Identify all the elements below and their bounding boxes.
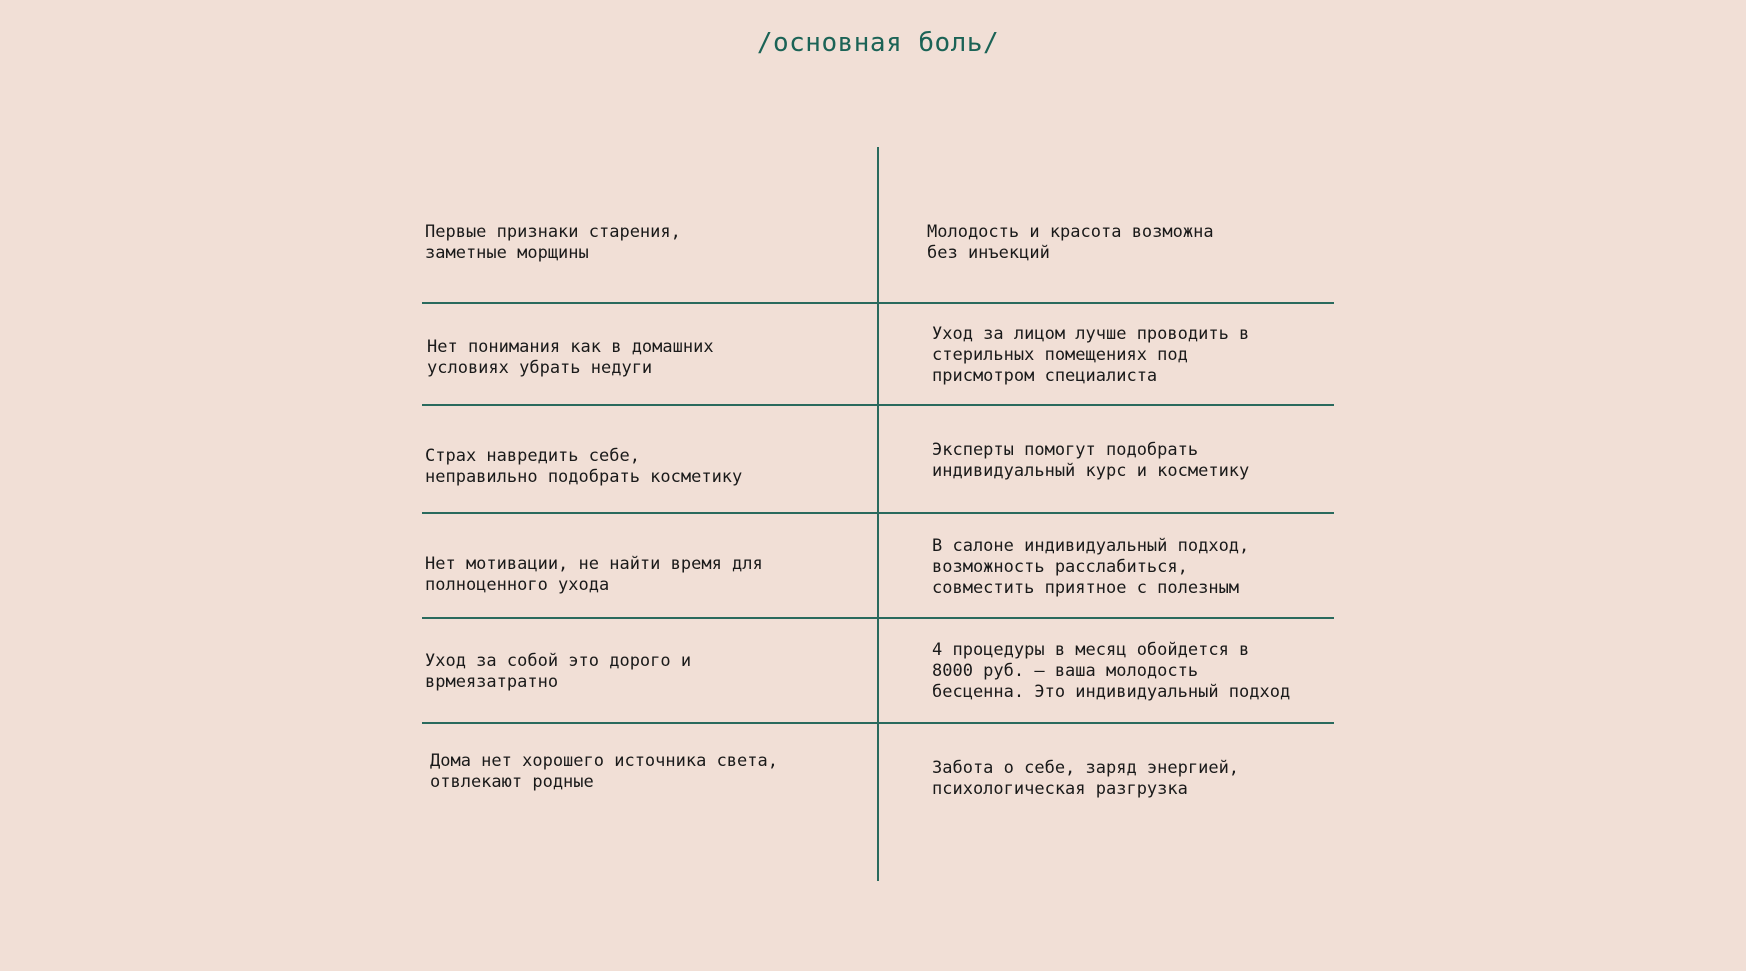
- solution-cell-2: Уход за лицом лучше проводить в стерильных помещениях под присмотром специалиста: [932, 324, 1250, 386]
- row-divider: [422, 722, 1334, 724]
- solution-cell-4: В салоне индивидуальный подход, возможность расслабиться, совместить приятное с полезным: [932, 536, 1250, 598]
- pain-cell-5: Уход за собой это дорого и врмеязатратно: [425, 651, 692, 692]
- pain-cell-3: Страх навредить себе, неправильно подобрать косметику: [425, 446, 743, 487]
- solution-cell-5: 4 процедуры в месяц обойдется в 8000 руб. – ваша молодость бесценна. Это индивидуальный подход: [932, 640, 1291, 702]
- row-divider: [422, 617, 1334, 619]
- row-divider: [422, 404, 1334, 406]
- pain-cell-6: Дома нет хорошего источника света, отвлекают родные: [430, 751, 778, 792]
- row-divider: [422, 302, 1334, 304]
- solution-cell-6: Забота о себе, заряд энергией, психологическая разгрузка: [932, 758, 1240, 799]
- row-divider: [422, 512, 1334, 514]
- column-divider: [877, 147, 879, 881]
- pain-cell-4: Нет мотивации, не найти время для полноценного ухода: [425, 554, 763, 595]
- solution-cell-1: Молодость и красота возможна без инъекций: [927, 222, 1214, 263]
- page-title: /основная боль/: [756, 28, 1000, 58]
- pain-cell-2: Нет понимания как в домашних условиях убрать недуги: [427, 337, 714, 378]
- pain-cell-1: Первые признаки старения, заметные морщины: [425, 222, 681, 263]
- solution-cell-3: Эксперты помогут подобрать индивидуальный курс и косметику: [932, 440, 1250, 481]
